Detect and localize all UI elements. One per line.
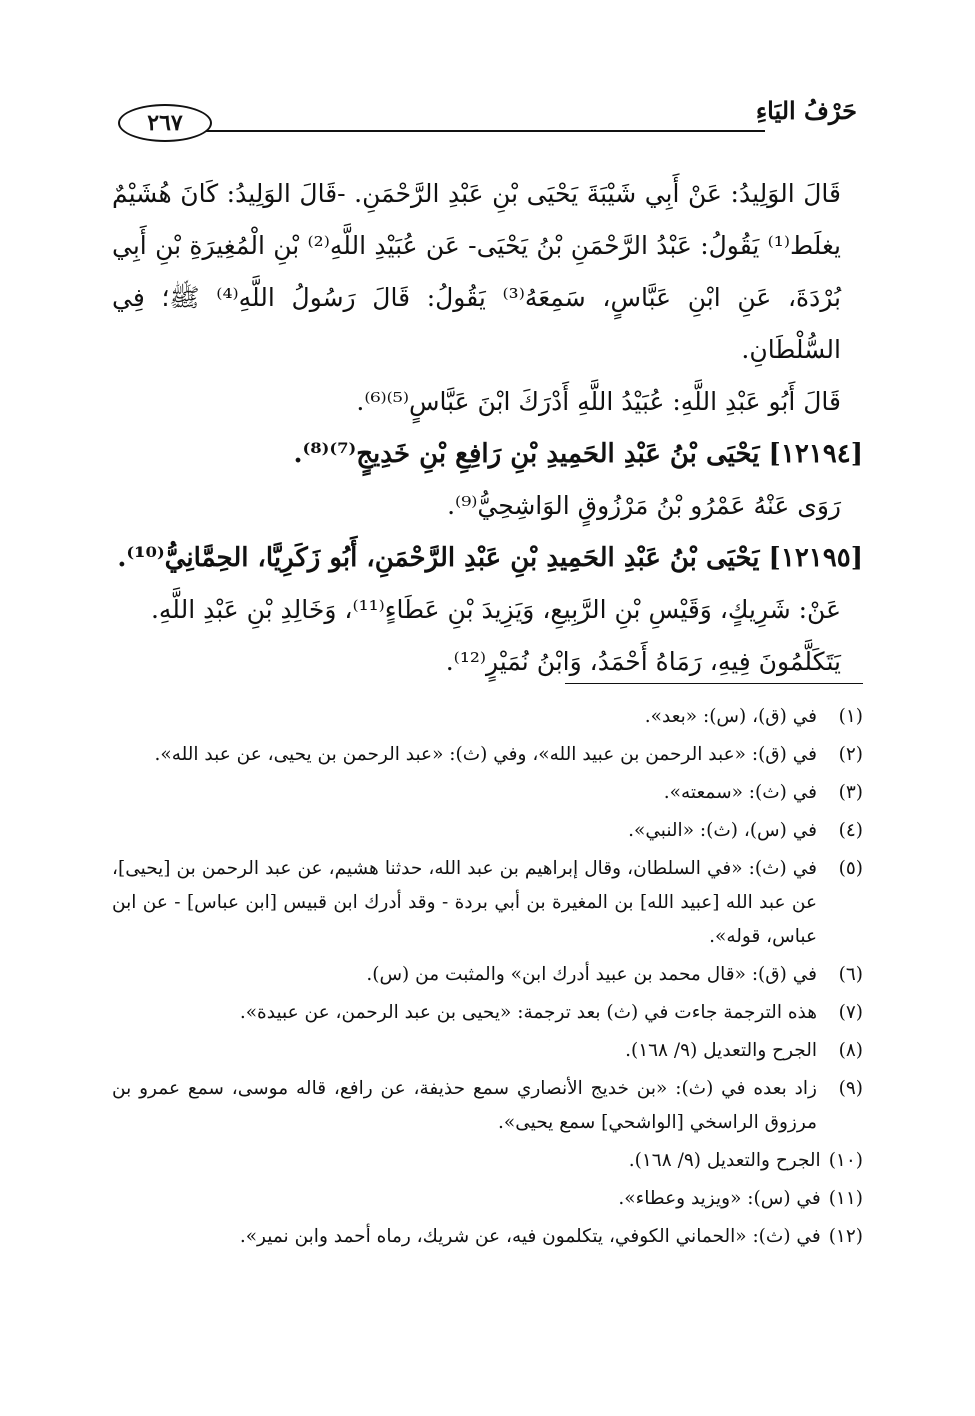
footnote xyxy=(112,958,863,992)
footnote xyxy=(112,700,863,734)
paragraph: عَنْ: شَرِيكٍ، وَقَيْسِ بْنِ الرَّبِيعِ، وَيَزِيدَ بْنِ عَطَاءٍ⁽¹¹⁾، وَخَالِدِ بْنِ عَبْدِ اللَّهِ. xyxy=(150,595,841,624)
paragraph: رَوَى عَنْهُ عَمْرُو بْنُ مَرْزُوقٍ الوَاشِحِيُّ⁽⁹⁾. xyxy=(447,491,841,520)
running-title: حَرْفُ اليَاءِ xyxy=(755,96,857,125)
header-rule xyxy=(198,130,765,132)
main-text xyxy=(112,168,863,688)
footnote-number: (١٢) xyxy=(828,1226,863,1247)
footnote-text: في (س)، (ث): «النبي». xyxy=(628,820,817,841)
paragraph: قَالَ أَبُو عَبْدِ اللَّهِ: عُبَيْدُ اللَّهِ أَدْرَكَ ابْنَ عَبَّاسٍ⁽⁵⁾⁽⁶⁾. xyxy=(356,387,841,416)
footnote xyxy=(112,1072,863,1140)
footnote-text: الجرح والتعديل (٩/ ١٦٨). xyxy=(625,1040,817,1061)
footnote-number: (١١) xyxy=(828,1188,863,1209)
footnote-text: في (ث): «الحماني الكوفي، يتكلمون فيه، عن شريك، رماه أحمد وابن نمير». xyxy=(239,1226,821,1247)
paragraph: يَتَكَلَّمُونَ فِيهِ، رَمَاهُ أَحْمَدُ، وَابْنُ نُمَيْرٍ⁽¹²⁾. xyxy=(445,647,841,676)
footnote xyxy=(112,1220,863,1254)
footnote xyxy=(112,814,863,848)
entry-heading: [١٢١٩٥] يَحْيَى بْنُ عَبْدِ الحَمِيدِ بْنِ عَبْدِ الرَّحْمَنِ، أَبُو زَكَرِيَّا، الحِمَّانِيُّ⁽¹⁰⁾. xyxy=(117,543,863,573)
footnote-number: (٤) xyxy=(838,820,863,841)
footnote-text: الجرح والتعديل (٩/ ١٦٨). xyxy=(628,1150,821,1171)
footnote-number: (١٠) xyxy=(828,1150,863,1171)
footnote-number: (٥) xyxy=(838,858,863,879)
footnote-text: في (س): «ويزيد وعطاء». xyxy=(618,1188,821,1209)
footnote-number: (٧) xyxy=(838,1002,863,1023)
footnote xyxy=(112,996,863,1030)
footnote-number: (٩) xyxy=(838,1078,863,1099)
footnote-number: (٢) xyxy=(838,744,863,765)
page-header xyxy=(118,92,857,148)
footnotes xyxy=(112,700,863,1258)
footnote-text: هذه الترجمة جاءت في (ث) بعد ترجمة: «يحيى بن عبد الرحمن، عن عبيدة». xyxy=(239,1002,817,1023)
footnote-text: في (ق)، (س): «بعد». xyxy=(644,706,817,727)
paragraph: قَالَ الوَلِيدُ: عَنْ أَبِي شَيْبَةَ يَحْيَى بْنِ عَبْدِ الرَّحْمَنِ. -قَالَ الوَلِيدُ: كَانَ هُشَيْمٌ يغلَط⁽¹⁾ يَقُولُ: عَبْدُ الرَّحْمَنِ بْنُ يَحْيَى- عَن عُبَيْدِ اللَّهِ⁽²⁾ بْنِ الْمُغِيرَةِ بْنِ أَبِي بُرْدَةَ، عَنِ ابْنِ عَبَّاسٍ، سَمِعَهُ⁽³⁾ يَقُولُ: قَالَ رَسُولُ اللَّهِ⁽⁴⁾ ﷺ؛ فِي السُّلْطَانِ. xyxy=(112,179,842,364)
entry-heading: [١٢١٩٤] يَحْيَى بْنُ عَبْدِ الحَمِيدِ بْنِ رَافِعِ بْنِ خَدِيجٍ⁽⁷⁾⁽⁸⁾. xyxy=(293,439,863,469)
footnote-number: (٦) xyxy=(838,964,863,985)
footnote-number: (٣) xyxy=(838,782,863,803)
footnote xyxy=(112,852,863,954)
footnote xyxy=(112,1182,863,1216)
footnote xyxy=(112,1034,863,1068)
footnote-number: (٨) xyxy=(838,1040,863,1061)
footnote-text: في (ق): «قال محمد بن عبيد أدرك ابن» والمثبت من (س). xyxy=(366,964,817,985)
footnote xyxy=(112,776,863,810)
footnote-text: في (ث): «في السلطان، وقال إبراهيم بن عبد الله، حدثنا هشيم، عن عبد الرحمن بن [يحيى]، عن عبد الله [عبيد الله] بن المغيرة بن أبي بردة - وقد أدرك ابن قبيس [ابن عباس] - عن ابن عباس، قوله». xyxy=(112,858,817,947)
page-number: ٢٦٧ xyxy=(118,104,212,142)
footnote xyxy=(112,1144,863,1178)
footnote xyxy=(112,738,863,772)
footnote-text: في (ث): «سمعته». xyxy=(663,782,817,803)
footnote-number: (١) xyxy=(838,706,863,727)
footnote-text: في (ق): «عبد الرحمن بن عبيد الله»، وفي (ث): «عبد الرحمن بن يحيى، عن عبد الله». xyxy=(154,744,817,765)
footnote-text: زاد بعده في (ث): «بن خديج الأنصاري سمع حذيفة، عن رافع، قاله موسى، سمع عمرو بن مرزوق الراسخي [الواشحي] سمع يحيى». xyxy=(112,1078,817,1133)
footnote-separator xyxy=(565,683,863,684)
